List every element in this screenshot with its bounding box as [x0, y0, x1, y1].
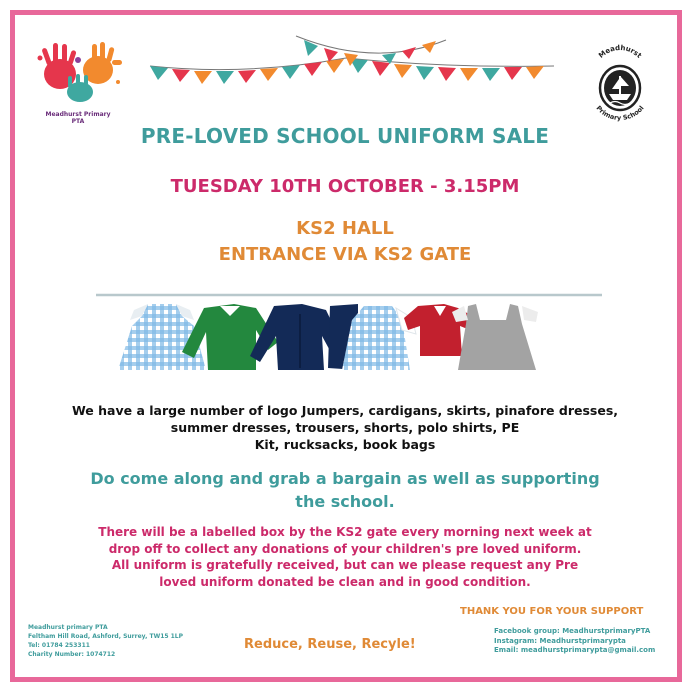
event-date: TUESDAY 10TH OCTOBER - 3.15PM	[170, 176, 520, 197]
bunting-decoration	[146, 28, 558, 90]
uniform-clothesline-illustration	[96, 290, 602, 386]
grey-pinafore-icon	[452, 304, 538, 370]
bargain-line2: the school.	[295, 492, 395, 511]
crest-bottom-text: Primary School	[594, 104, 646, 123]
notice-line2: drop off to collect any donations of your children's pre loved uniform.	[108, 541, 582, 556]
items-line2: summer dresses, trousers, shorts, polo shirts, PE	[170, 420, 520, 435]
bargain-message	[0, 467, 690, 513]
pta-logo-line2: PTA	[71, 118, 85, 125]
pta-address-block	[28, 623, 183, 659]
location-line1: KS2 HALL	[296, 218, 394, 239]
location-line2: ENTRANCE VIA KS2 GATE	[218, 244, 472, 265]
donation-notice	[0, 524, 690, 590]
pta-hands-logo	[30, 38, 126, 110]
notice-line4: loved uniform donated be clean and in good condition.	[159, 574, 531, 589]
pta-logo-text	[28, 111, 128, 125]
notice-line3: All uniform is gratefully received, but can we please request any Pre	[111, 558, 579, 572]
address-charity: Charity Number: 1074712	[28, 651, 116, 658]
slogan: Reduce, Reuse, Recyle!	[244, 637, 416, 652]
facebook-group-text: Facebook group: MeadhurstprimaryPTA	[494, 627, 651, 635]
instagram-text: Instagram: Meadhurstprimarypta	[494, 636, 626, 645]
bargain-line1: Do come along and grab a bargain as well as supporting	[90, 469, 600, 488]
thank-you-text: THANK YOU FOR YOUR SUPPORT	[460, 606, 644, 617]
pta-logo-line1: Meadhurst Primary	[45, 111, 111, 118]
items-list	[0, 402, 690, 453]
notice-line1: There will be a labelled box by the KS2 gate every morning next week at	[98, 525, 592, 539]
items-line3: Kit, rucksacks, book bags	[254, 437, 436, 452]
address-street: Feltham Hill Road, Ashford, Surrey, TW15 1LP	[28, 633, 184, 640]
social-contact-block	[494, 627, 655, 656]
address-name: Meadhurst primary PTA	[28, 624, 108, 631]
address-tel: Tel: 01784 253311	[28, 642, 90, 649]
svg-text:Meadhurst	[597, 44, 643, 60]
email-text: Email: meadhurstprimarypta@gmail.com	[494, 646, 656, 654]
orange-hand-icon	[83, 42, 122, 84]
crest-top-text: Meadhurst	[597, 43, 643, 60]
school-crest-logo	[580, 34, 660, 124]
items-line1: We have a large number of logo Jumpers, cardigans, skirts, pinafore dresses,	[71, 403, 619, 418]
page-title: PRE-LOVED SCHOOL UNIFORM SALE	[140, 124, 550, 148]
